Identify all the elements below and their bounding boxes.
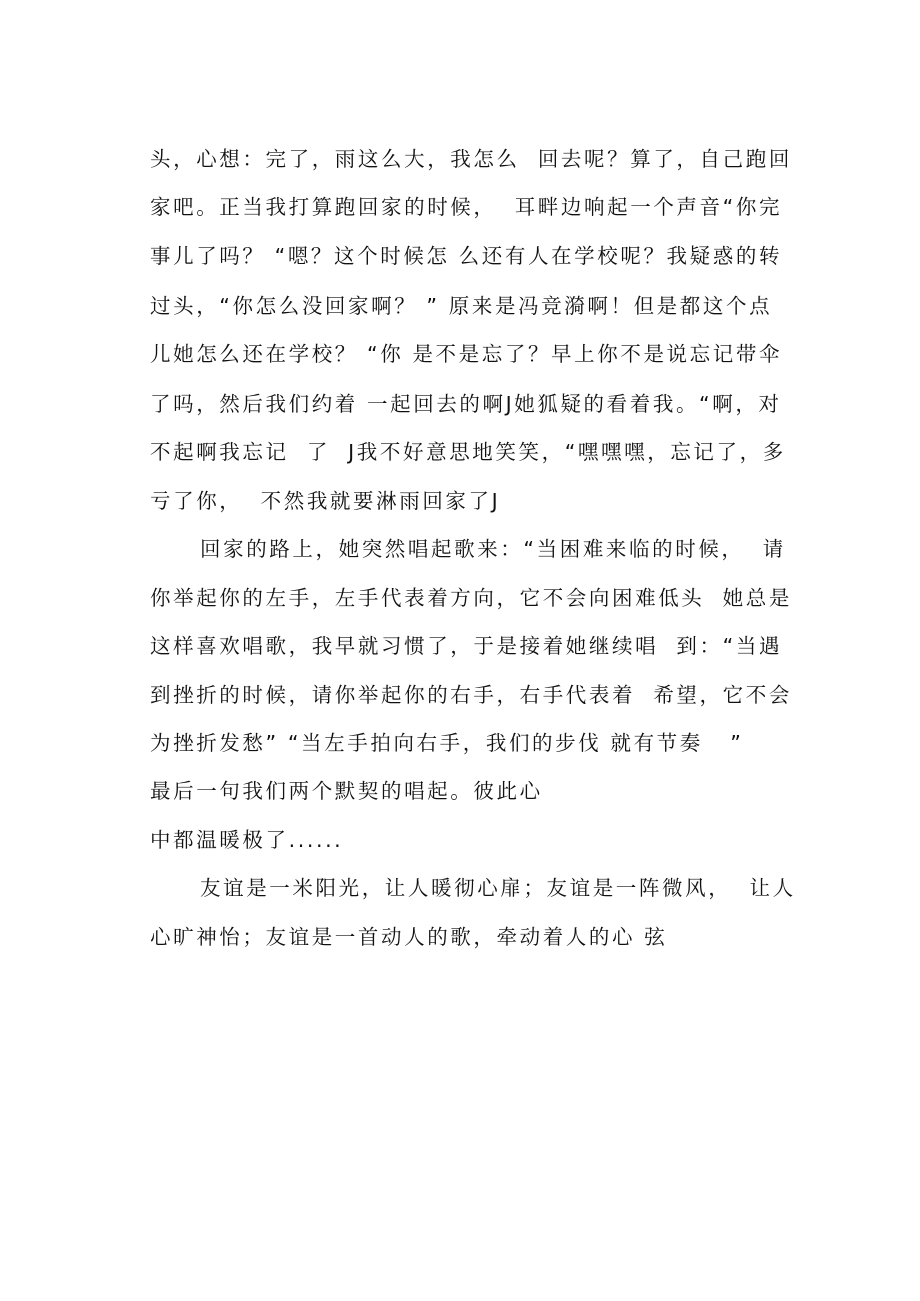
text-line-5: 儿她怎么还在学校？ “你 是不是忘了？早上你不是说忘记带伞	[150, 342, 783, 366]
text-line-15: 中都温暖极了......	[150, 828, 344, 852]
text-line-6: 了吗，然后我们约着 一起回去的啊J她狐疑的看着我。“啊，对	[150, 392, 782, 416]
text-line-8: 亏了你， 不然我就要淋雨回家了J	[150, 489, 501, 513]
text-line-11: 这样喜欢唱歌，我早就习惯了，于是接着她继续唱 到：“当遇	[150, 634, 783, 658]
text-line-1: 头，心想：完了，雨这么大，我怎么 回去呢？算了，自己跑回	[150, 147, 792, 171]
text-line-4: 过头，“你怎么没回家啊？ ” 原来是冯竞漪啊！但是都这个点	[150, 294, 773, 318]
text-line-7: 不起啊我忘记 了 J我不好意思地笑笑，“嘿嘿嘿，忘记了，多	[150, 440, 786, 464]
text-line-13: 为挫折发愁” “当左手拍向右手，我们的步伐 就有节奏 ”	[150, 731, 744, 755]
text-line-10: 你举起你的左手，左手代表着方向，它不会向困难低头 她总是	[150, 586, 792, 610]
text-line-2: 家吧。正当我打算跑回家的时候， 耳畔边响起一个声音“你完	[150, 195, 783, 219]
text-line-12: 到挫折的时候，请你举起你的右手，右手代表着 希望，它不会	[150, 683, 792, 707]
paragraph-2-first-line: 回家的路上，她突然唱起歌来：“当困难来临的时候， 请	[200, 537, 786, 561]
paragraph-3-first-line: 友谊是一米阳光，让人暖彻心扉；友谊是一阵微风， 让人	[200, 876, 796, 900]
text-line-3: 事儿了吗？ “嗯？这个时候怎 么还有人在学校呢？我疑惑的转	[150, 244, 783, 268]
text-line-17: 心旷神怡；友谊是一首动人的歌，牵动着人的心 弦	[150, 925, 668, 949]
text-line-14: 最后一句我们两个默契的唱起。彼此心	[150, 779, 543, 803]
